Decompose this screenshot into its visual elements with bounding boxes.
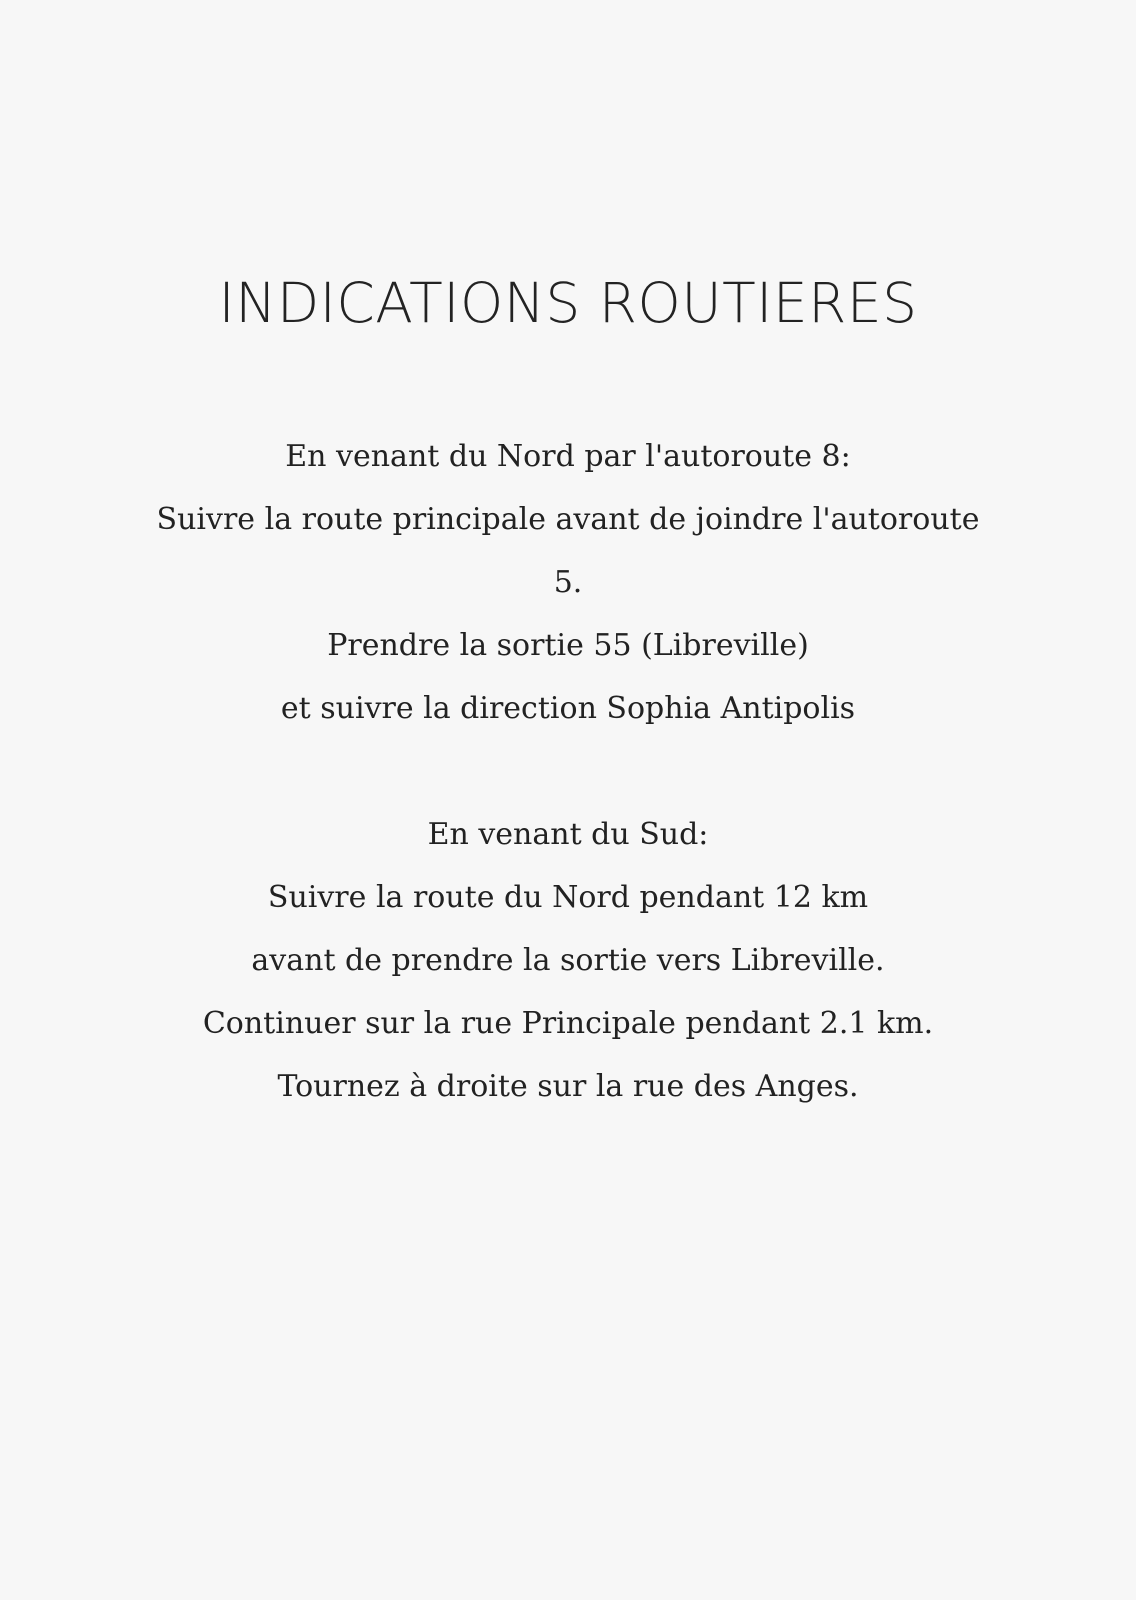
page-title: INDICATIONS ROUTIERES [218, 271, 918, 335]
north-line: Suivre la route principale avant de joindre l'autoroute [156, 502, 980, 537]
south-line: Suivre la route du Nord pendant 12 km [267, 880, 869, 915]
north-line: 5. [553, 565, 583, 600]
directions-from-south [140, 803, 996, 1118]
south-line: Tournez à droite sur la rue des Anges. [277, 1069, 859, 1104]
north-line: Prendre la sortie 55 (Libreville) [327, 628, 809, 663]
directions-from-north [140, 425, 996, 740]
south-line: Continuer sur la rue Principale pendant 2.1 km. [202, 1006, 934, 1041]
north-line: et suivre la direction Sophia Antipolis [280, 691, 856, 726]
south-heading: En venant du Sud: [427, 817, 709, 852]
north-heading: En venant du Nord par l'autoroute 8: [285, 439, 851, 474]
south-line: avant de prendre la sortie vers Libreville. [251, 943, 885, 978]
